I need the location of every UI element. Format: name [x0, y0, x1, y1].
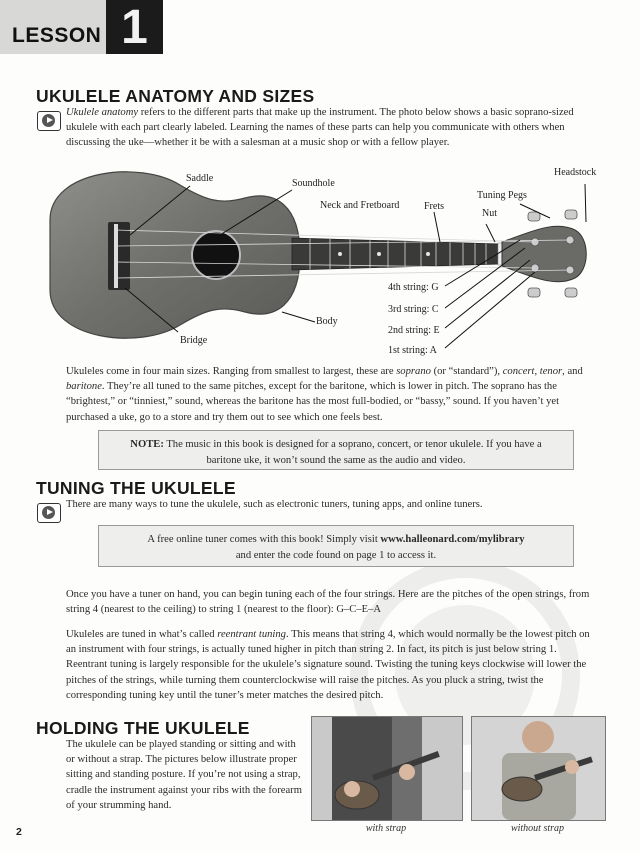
label-headstock: Headstock	[554, 167, 597, 178]
page-number: 2	[16, 826, 22, 838]
library-link[interactable]: www.halleonard.com/mylibrary	[380, 534, 525, 545]
label-nut: Nut	[482, 208, 497, 219]
sizes-text-3: , and	[562, 366, 583, 377]
para2-text-2: . This means that string 4, which would normally be the lowest pitch on an instrument with four strings, is actually tuned higher in pitch than string 2. In fact, its pitch is just below string 1. Reentrant tuning is largely responsible for the ukulele’s signature sound. Twisting the tuning keys clockwise will lower the pitches of the strings, while turning them counterclockwise will raise the pitches. As you pluck a string, twist the corresponding tuning key until the tuner’s meter matches the desired pitch.	[66, 629, 590, 701]
tuner-text-1: A free online tuner comes with this book! Simply visit	[147, 534, 381, 545]
intro-text: refers to the different parts that make up the instrument. The photo below shows a basic soprano-sized ukulele with each part clearly labeled. Learning the names of these parts can help you communicate with others when discussing the uke—whether it be with a salesman at a music shop or with a fellow player.	[66, 107, 574, 149]
label-neck-fretboard: Neck and Fretboard	[320, 200, 400, 211]
tuner-line-2: and enter the code found on page 1 to access it.	[235, 549, 437, 561]
play-triangle-icon	[47, 509, 53, 515]
reentrant-term: reentrant tuning	[217, 629, 286, 640]
label-frets: Frets	[424, 201, 444, 212]
section-title-holding: HOLDING THE UKULELE	[36, 718, 250, 738]
tuning-para-1: Once you have a tuner on hand, you can begin tuning each of the four strings. Here are the pitches of the open strings, from string 4 (nearest to the ceiling) to string 1 (nearest to the floor): G–C–E–A	[66, 589, 590, 616]
note-box	[98, 430, 574, 470]
section-title-anatomy: UKULELE ANATOMY AND SIZES	[36, 86, 315, 106]
photo-with-strap	[311, 716, 463, 821]
size-concert: concert	[502, 366, 535, 377]
label-body: Body	[316, 316, 338, 327]
note-line-2: baritone uke, it won’t sound the same as the audio and video.	[206, 454, 466, 466]
caption-with-strap: with strap	[365, 823, 407, 834]
anatomy-intro	[66, 105, 596, 151]
tuner-line-1	[99, 532, 573, 548]
label-saddle: Saddle	[186, 173, 214, 184]
para2-text-1: Ukuleles are tuned in what’s called	[66, 629, 218, 640]
ukulele-body	[50, 172, 300, 338]
size-soprano: soprano	[396, 366, 431, 377]
section-title-tuning: TUNING THE UKULELE	[36, 478, 236, 498]
label-tuning-pegs: Tuning Pegs	[477, 190, 527, 201]
label-bridge: Bridge	[180, 335, 208, 346]
photo-with-strap-art	[312, 717, 462, 820]
lesson-label: LESSON	[12, 24, 102, 47]
note-text-1: The music in this book is designed for a soprano, concert, or tenor ukulele. If you have a	[163, 439, 542, 450]
soundhole-shape	[192, 231, 240, 279]
lesson-number: 1	[121, 1, 148, 54]
photo-without-strap-art	[472, 717, 605, 820]
size-tenor: tenor	[539, 366, 563, 377]
play-triangle-icon	[47, 117, 53, 123]
note-label: NOTE:	[130, 439, 164, 450]
video-play-icon-2[interactable]	[37, 503, 61, 523]
bridge-shape	[108, 222, 130, 290]
size-baritone: baritone	[66, 381, 102, 393]
sizes-text-4: . They’re all tuned to the same pitches, except for the baritone, which is lower in pitch. The soprano has the “brightest,” or “tinniest,” sound, whereas the baritone has the most full-bodied, or “bassy,” sound. If you haven’t yet purchased a uke, go to a store and try them out to see which one feels best.	[66, 381, 560, 423]
video-play-icon[interactable]	[37, 111, 61, 131]
headstock-shape	[502, 226, 586, 282]
label-string-1: 1st string: A	[388, 345, 437, 356]
sizes-text-comma: ,	[534, 366, 540, 377]
label-string-4: 4th string: G	[388, 282, 439, 293]
intro-term: Ukulele anatomy	[66, 107, 139, 118]
label-soundhole: Soundhole	[292, 178, 335, 189]
caption-without-strap: without strap	[510, 823, 565, 834]
holding-text: The ukulele can be played standing or sitting and with or without a strap. The pictures below illustrate proper sitting and standing posture. If you’re not using a strap, cradle the instrument against your ribs with the forearm of your strumming hand.	[66, 739, 302, 811]
nut-shape	[498, 243, 502, 265]
saddle-shape	[114, 224, 118, 288]
sizes-text-2: (or “standard”),	[430, 366, 503, 377]
tuning-intro: There are many ways to tune the ukulele, such as electronic tuners, tuning apps, and online tuners.	[66, 499, 483, 510]
online-tuner-box	[98, 525, 574, 567]
photo-without-strap	[471, 716, 606, 821]
tuning-para-2	[66, 627, 596, 703]
sizes-text-1: Ukuleles come in four main sizes. Ranging from smallest to largest, these are	[66, 366, 397, 377]
label-string-2: 2nd string: E	[388, 325, 440, 336]
label-string-3: 3rd string: C	[388, 304, 439, 315]
sizes-paragraph	[66, 364, 596, 425]
note-line-1	[99, 437, 573, 453]
